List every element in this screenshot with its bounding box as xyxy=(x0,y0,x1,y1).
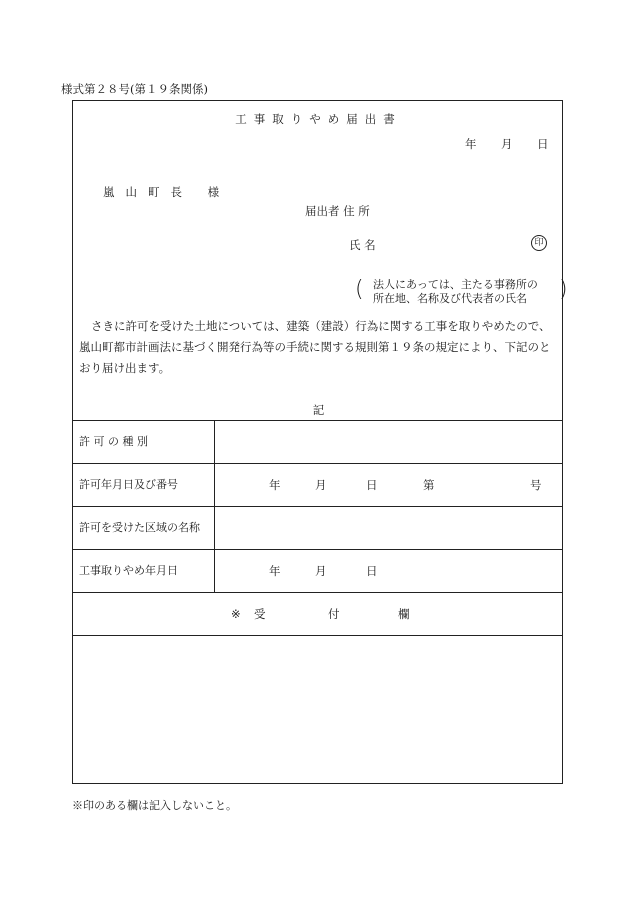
cancel-date-label: 工事取りやめ年月日 xyxy=(73,550,215,592)
reception-word-1: 受 xyxy=(254,607,266,621)
form-code: 様式第２８号(第１９条関係) xyxy=(61,82,208,96)
date-year: 年 xyxy=(465,137,477,151)
permit-year: 年 xyxy=(269,478,281,492)
form-frame xyxy=(72,100,568,784)
cancel-day: 日 xyxy=(366,564,378,578)
date-month: 月 xyxy=(501,137,513,151)
footnote: ※印のある欄は記入しないこと。 xyxy=(72,799,237,812)
details-table xyxy=(73,420,562,782)
corporation-note-text xyxy=(373,278,538,306)
permitted-area-label: 許可を受けた区域の名称 xyxy=(73,507,215,549)
notifier-address-label: 届出者 住 所 xyxy=(305,204,370,218)
body-paragraph: さきに許可を受けた土地については、建築（建設）行為に関する工事を取りやめたので、嵐山町都市計画法に基づく開発行為等の手続に関する規則第１９条の規定により、下記のとおり届け出ます。 xyxy=(79,319,551,375)
reception-area[interactable] xyxy=(73,636,562,782)
reception-word-3: 欄 xyxy=(398,607,410,621)
cancel-month: 月 xyxy=(315,564,327,578)
row-permit-type xyxy=(73,420,562,463)
row-cancel-date xyxy=(73,549,562,592)
permit-dai: 第 xyxy=(423,478,435,492)
permit-month: 月 xyxy=(315,478,327,492)
reception-header xyxy=(73,592,562,636)
addressee: 嵐山町長 様 xyxy=(103,185,231,199)
permit-date-number-label: 許可年月日及び番号 xyxy=(73,464,215,506)
cancel-date-field[interactable] xyxy=(215,550,562,592)
row-permitted-area xyxy=(73,506,562,549)
permit-date-number-field[interactable] xyxy=(215,464,562,506)
permit-type-field[interactable] xyxy=(215,421,562,463)
permit-go: 号 xyxy=(530,478,542,492)
corporation-note-line1: 法人にあっては、主たる事務所の xyxy=(373,278,538,291)
right-paren-icon: ) xyxy=(559,277,568,302)
form-title: 工事取りやめ届出書 xyxy=(235,112,402,126)
row-permit-date-number xyxy=(73,463,562,506)
permitted-area-field[interactable] xyxy=(215,507,562,549)
reception-mark: ※ xyxy=(231,607,241,621)
reception-word-2: 付 xyxy=(328,607,340,621)
seal-icon: 印 xyxy=(531,235,547,251)
corporation-note-line2: 所在地、名称及び代表者の氏名 xyxy=(373,292,527,305)
body-text xyxy=(79,316,557,379)
left-paren-icon: ( xyxy=(355,277,364,302)
permit-day: 日 xyxy=(366,478,378,492)
cancel-year: 年 xyxy=(269,564,281,578)
date-day: 日 xyxy=(537,137,549,151)
permit-type-label: 許 可 の 種 別 xyxy=(73,421,215,463)
notifier-name-label: 氏 名 xyxy=(349,238,376,252)
ki-heading: 記 xyxy=(312,403,325,417)
